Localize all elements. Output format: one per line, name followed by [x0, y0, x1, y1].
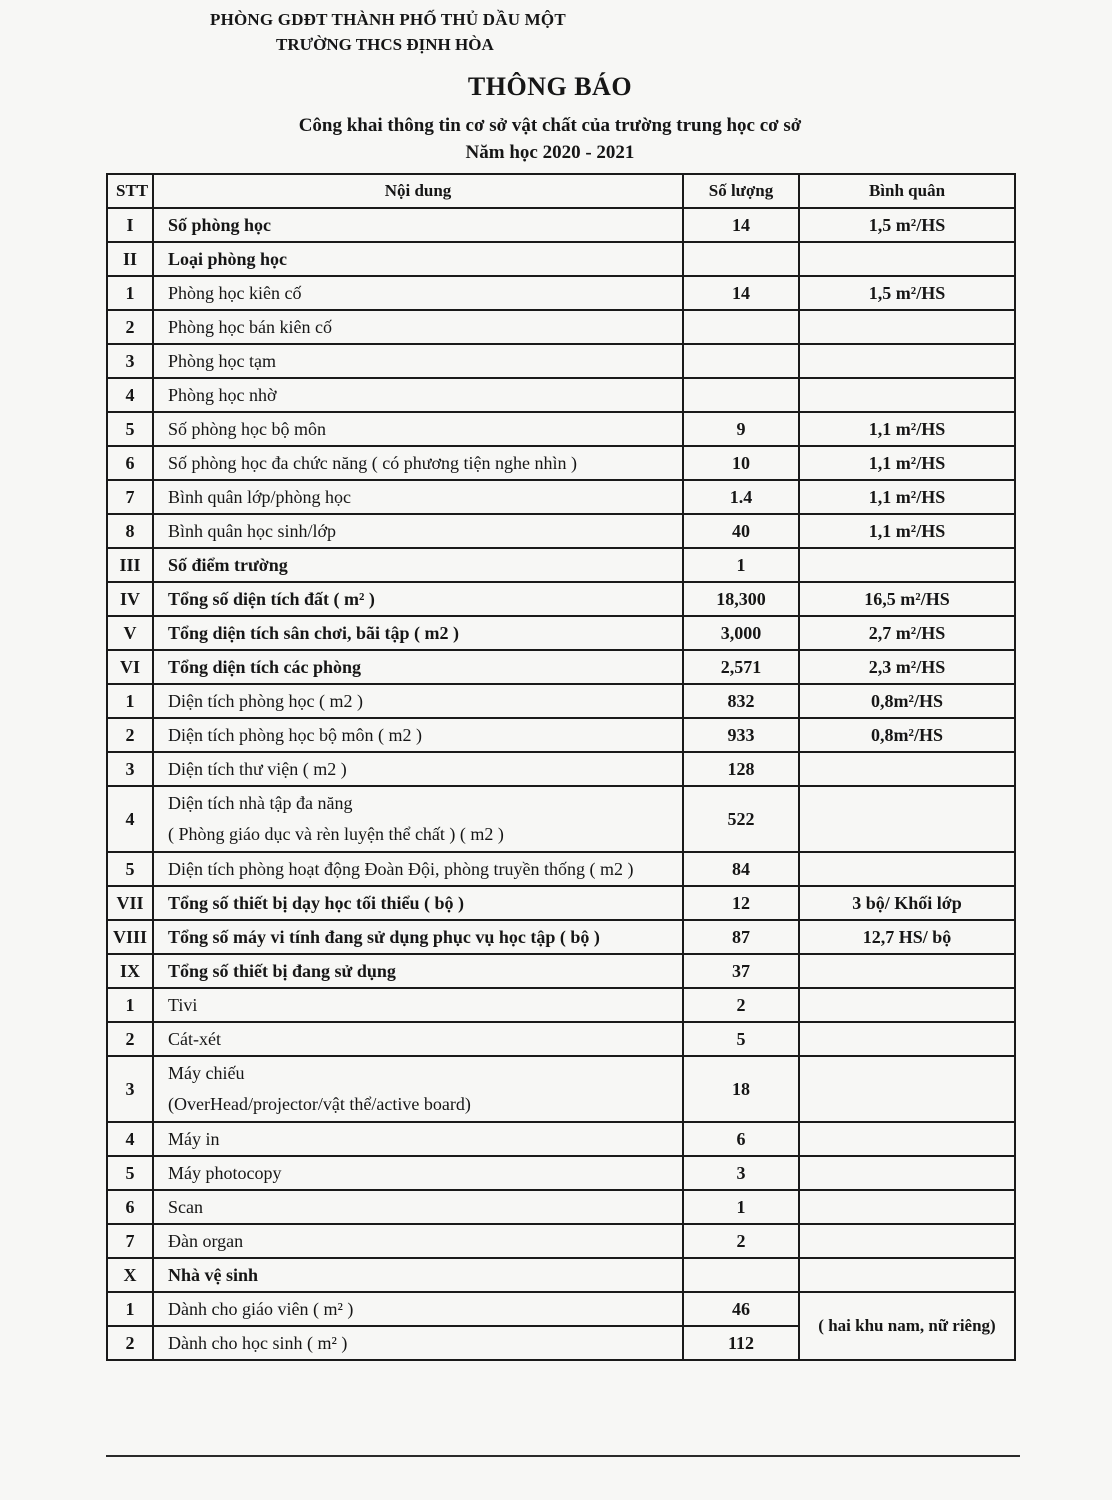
table-row	[107, 920, 1015, 954]
row-stt: 1	[107, 1292, 153, 1326]
table-row	[107, 752, 1015, 786]
row-content: Tổng số máy vi tính đang sử dụng phục vụ học tập ( bộ )	[153, 920, 683, 954]
row-content: Loại phòng học	[153, 242, 683, 276]
row-content: Phòng học kiên cố	[153, 276, 683, 310]
row-average: 1,1 m²/HS	[799, 480, 1015, 514]
row-stt: 7	[107, 480, 153, 514]
row-content: Dành cho giáo viên ( m² )	[153, 1292, 683, 1326]
row-average: 1,1 m²/HS	[799, 514, 1015, 548]
row-average	[799, 310, 1015, 344]
table-row	[107, 684, 1015, 718]
row-quantity: 832	[683, 684, 799, 718]
table-row	[107, 310, 1015, 344]
row-stt: 6	[107, 1190, 153, 1224]
row-content: Tổng diện tích sân chơi, bãi tập ( m2 )	[153, 616, 683, 650]
row-average: 1,1 m²/HS	[799, 446, 1015, 480]
row-stt: 5	[107, 852, 153, 886]
row-content: Diện tích phòng học bộ môn ( m2 )	[153, 718, 683, 752]
row-stt: 1	[107, 684, 153, 718]
row-average: 2,3 m²/HS	[799, 650, 1015, 684]
row-content: Số phòng học	[153, 208, 683, 242]
row-stt: 7	[107, 1224, 153, 1258]
table-row	[107, 954, 1015, 988]
row-content: Phòng học nhờ	[153, 378, 683, 412]
column-header-average: Bình quân	[799, 174, 1015, 208]
school-year: Năm học 2020 - 2021	[465, 142, 635, 163]
row-content: Diện tích phòng học ( m2 )	[153, 684, 683, 718]
row-quantity: 2	[683, 1224, 799, 1258]
row-quantity	[683, 242, 799, 276]
row-content: Scan	[153, 1190, 683, 1224]
column-header-quantity: Số lượng	[683, 174, 799, 208]
row-stt: I	[107, 208, 153, 242]
table-row	[107, 480, 1015, 514]
row-stt: VII	[107, 886, 153, 920]
row-stt: V	[107, 616, 153, 650]
row-stt: 3	[107, 1056, 153, 1122]
row-content-line1: Diện tích nhà tập đa năng	[168, 793, 353, 814]
table-header-row	[107, 174, 1015, 208]
row-stt: 3	[107, 344, 153, 378]
row-average	[799, 1122, 1015, 1156]
row-average	[799, 1156, 1015, 1190]
table-body	[107, 208, 1015, 1360]
row-quantity: 18	[683, 1056, 799, 1122]
row-content: Tổng số diện tích đất ( m² )	[153, 582, 683, 616]
row-content: Số phòng học bộ môn	[153, 412, 683, 446]
row-quantity: 40	[683, 514, 799, 548]
row-content: Máy photocopy	[153, 1156, 683, 1190]
row-quantity	[683, 378, 799, 412]
row-average: 12,7 HS/ bộ	[799, 920, 1015, 954]
table-row	[107, 446, 1015, 480]
row-average	[799, 242, 1015, 276]
row-stt: VIII	[107, 920, 153, 954]
row-quantity: 46	[683, 1292, 799, 1326]
row-average	[799, 988, 1015, 1022]
row-average	[799, 1190, 1015, 1224]
column-header-stt: STT	[107, 174, 153, 208]
row-content	[153, 1056, 683, 1122]
row-stt: 5	[107, 1156, 153, 1190]
table-row	[107, 1022, 1015, 1056]
row-average	[799, 1258, 1015, 1292]
row-average	[799, 852, 1015, 886]
table-row	[107, 1156, 1015, 1190]
table-row	[107, 1122, 1015, 1156]
row-content: Bình quân lớp/phòng học	[153, 480, 683, 514]
row-content: Tổng diện tích các phòng	[153, 650, 683, 684]
row-content-line2: ( Phòng giáo dục và rèn luyện thể chất ) ( m2 )	[168, 824, 504, 844]
row-stt: 4	[107, 1122, 153, 1156]
document-subtitle: Công khai thông tin cơ sở vật chất của trường trung học cơ sở	[298, 115, 802, 136]
table-row	[107, 514, 1015, 548]
row-quantity	[683, 1258, 799, 1292]
row-stt: 1	[107, 276, 153, 310]
row-average	[799, 1224, 1015, 1258]
row-average: 16,5 m²/HS	[799, 582, 1015, 616]
row-content-line1: Máy chiếu	[168, 1063, 245, 1084]
row-quantity: 9	[683, 412, 799, 446]
row-average	[799, 954, 1015, 988]
table-row	[107, 1292, 1015, 1326]
table-row	[107, 616, 1015, 650]
row-stt: 8	[107, 514, 153, 548]
row-stt: IX	[107, 954, 153, 988]
row-stt: 4	[107, 786, 153, 852]
document-title: THÔNG BÁO	[467, 72, 633, 101]
table-row	[107, 1056, 1015, 1122]
row-average	[799, 1022, 1015, 1056]
row-quantity: 14	[683, 208, 799, 242]
row-content: Nhà vệ sinh	[153, 1258, 683, 1292]
row-stt: 2	[107, 310, 153, 344]
row-quantity: 933	[683, 718, 799, 752]
table-row	[107, 1258, 1015, 1292]
row-average	[799, 548, 1015, 582]
table-row	[107, 718, 1015, 752]
row-stt: III	[107, 548, 153, 582]
table-row	[107, 548, 1015, 582]
row-average	[799, 344, 1015, 378]
row-average: 1,1 m²/HS	[799, 412, 1015, 446]
department-name: PHÒNG GDĐT THÀNH PHỐ THỦ DẦU MỘT	[210, 10, 566, 29]
row-quantity: 14	[683, 276, 799, 310]
row-quantity	[683, 344, 799, 378]
row-stt: 2	[107, 718, 153, 752]
row-average: 0,8m²/HS	[799, 718, 1015, 752]
row-stt: VI	[107, 650, 153, 684]
row-quantity: 87	[683, 920, 799, 954]
table-row	[107, 886, 1015, 920]
school-name: TRƯỜNG THCS ĐỊNH HÒA	[276, 35, 494, 54]
row-quantity: 3	[683, 1156, 799, 1190]
row-content: Cát-xét	[153, 1022, 683, 1056]
row-average	[799, 786, 1015, 852]
row-stt: 6	[107, 446, 153, 480]
row-average	[799, 378, 1015, 412]
row-stt: II	[107, 242, 153, 276]
row-content: Đàn organ	[153, 1224, 683, 1258]
row-content: Phòng học tạm	[153, 344, 683, 378]
row-quantity: 1	[683, 548, 799, 582]
table-row	[107, 650, 1015, 684]
row-quantity: 10	[683, 446, 799, 480]
row-quantity: 2	[683, 988, 799, 1022]
row-quantity	[683, 310, 799, 344]
row-stt: 3	[107, 752, 153, 786]
row-quantity: 5	[683, 1022, 799, 1056]
row-quantity: 112	[683, 1326, 799, 1360]
table-row	[107, 786, 1015, 852]
row-average: 3 bộ/ Khối lớp	[799, 886, 1015, 920]
row-quantity: 3,000	[683, 616, 799, 650]
row-content: Tổng số thiết bị đang sử dụng	[153, 954, 683, 988]
restroom-note: ( hai khu nam, nữ riêng)	[799, 1292, 1015, 1360]
table-row	[107, 378, 1015, 412]
table-row	[107, 344, 1015, 378]
row-stt: 4	[107, 378, 153, 412]
row-stt: X	[107, 1258, 153, 1292]
row-content: Tivi	[153, 988, 683, 1022]
row-content: Số điểm trường	[153, 548, 683, 582]
row-content	[153, 786, 683, 852]
row-quantity: 18,300	[683, 582, 799, 616]
row-quantity: 1	[683, 1190, 799, 1224]
table-row	[107, 208, 1015, 242]
row-average: 1,5 m²/HS	[799, 276, 1015, 310]
row-quantity: 2,571	[683, 650, 799, 684]
row-quantity: 1.4	[683, 480, 799, 514]
row-average	[799, 1056, 1015, 1122]
row-content: Tổng số thiết bị dạy học tối thiểu ( bộ )	[153, 886, 683, 920]
row-quantity: 522	[683, 786, 799, 852]
row-quantity: 84	[683, 852, 799, 886]
row-quantity: 12	[683, 886, 799, 920]
facility-table	[106, 173, 1016, 1361]
table-row	[107, 242, 1015, 276]
row-stt: 2	[107, 1022, 153, 1056]
row-average: 1,5 m²/HS	[799, 208, 1015, 242]
row-content: Máy in	[153, 1122, 683, 1156]
table-row	[107, 582, 1015, 616]
table-row	[107, 276, 1015, 310]
row-quantity: 37	[683, 954, 799, 988]
row-quantity: 128	[683, 752, 799, 786]
table-row	[107, 988, 1015, 1022]
row-content: Phòng học bán kiên cố	[153, 310, 683, 344]
row-stt: 5	[107, 412, 153, 446]
row-content: Diện tích phòng hoạt động Đoàn Đội, phòng truyền thống ( m2 )	[153, 852, 683, 886]
column-header-content: Nội dung	[153, 174, 683, 208]
row-content: Diện tích thư viện ( m2 )	[153, 752, 683, 786]
row-stt: 2	[107, 1326, 153, 1360]
row-content: Số phòng học đa chức năng ( có phương tiện nghe nhìn )	[153, 446, 683, 480]
row-content-line2: (OverHead/projector/vật thể/active board)	[168, 1094, 471, 1114]
row-average	[799, 752, 1015, 786]
table-row	[107, 852, 1015, 886]
row-content: Dành cho học sinh ( m² )	[153, 1326, 683, 1360]
bottom-divider	[106, 1455, 1020, 1457]
table-row	[107, 1224, 1015, 1258]
table-row	[107, 1190, 1015, 1224]
row-content: Bình quân học sinh/lớp	[153, 514, 683, 548]
row-average: 2,7 m²/HS	[799, 616, 1015, 650]
row-stt: IV	[107, 582, 153, 616]
row-average: 0,8m²/HS	[799, 684, 1015, 718]
row-quantity: 6	[683, 1122, 799, 1156]
row-stt: 1	[107, 988, 153, 1022]
table-row	[107, 412, 1015, 446]
